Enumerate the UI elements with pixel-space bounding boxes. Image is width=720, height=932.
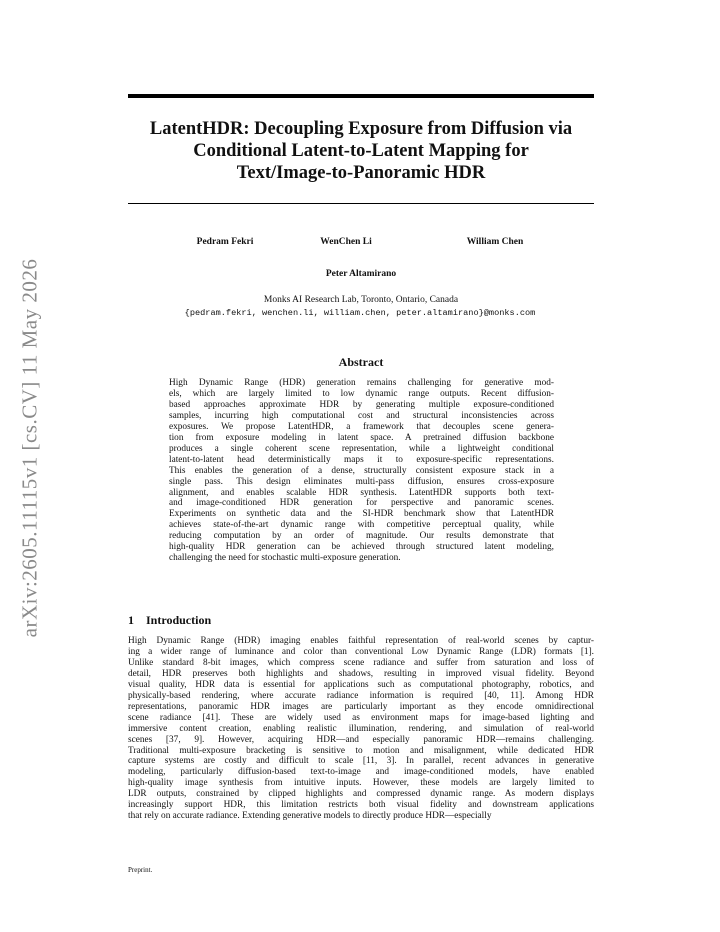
- abstract-line: single pass. This design eliminates multi-pass diffusion, ensures cross-exposure: [169, 476, 554, 487]
- abstract-line: based approaches approximate HDR by generating multiple exposure-conditioned: [169, 399, 554, 410]
- author-name: William Chen: [466, 237, 524, 247]
- author-emails: {pedram.fekri, wenchen.li, william.chen, peter.altamirano}@monks.com: [184, 308, 536, 318]
- author-name: Pedram Fekri: [196, 237, 254, 247]
- author-name: Peter Altamirano: [325, 269, 397, 279]
- abstract-line: This enables the generation of a dense, structurally consistent exposure stack in a: [169, 465, 554, 476]
- body-line: that rely on accurate radiance. Extending generative models to directly produce HDR—especially: [128, 811, 492, 822]
- body-line: High Dynamic Range (HDR) imaging enables faithful representation of real-world scenes by captur-: [128, 636, 594, 646]
- footer-note: Preprint.: [128, 866, 153, 874]
- section-title: Introduction: [146, 613, 212, 627]
- body-line: increasingly support HDR, this limitation restricts both visual fidelity and downstream applications: [128, 800, 594, 811]
- title-top-rule: [128, 94, 594, 98]
- abstract-line: exposures. We propose LatentHDR, a framework that decouples scene genera-: [169, 421, 554, 432]
- affiliation: Monks AI Research Lab, Toronto, Ontario, Canada: [263, 295, 459, 305]
- body-line: modeling, particularly diffusion-based text-to-image and image-conditioned models, have enabled: [128, 767, 594, 778]
- abstract-line: els, which are largely limited to low dynamic range outputs. Recent diffusion-: [169, 388, 554, 399]
- body-line: scene radiance [41]. These are widely used as environment maps for image-based lighting and: [128, 712, 594, 723]
- abstract-line: tion from exposure modeling in latent space. A pretrained diffusion backbone: [169, 432, 554, 443]
- abstract-line: High Dynamic Range (HDR) generation remains challenging for generative mod-: [169, 378, 554, 388]
- abstract-line: achieves state-of-the-art dynamic range with competitive perceptual quality, while: [169, 520, 554, 531]
- author-list: [128, 237, 594, 251]
- body-line: detail, HDR preserves both highlights and shadows, resulting in improved visual fidelity. Beyond: [128, 668, 594, 679]
- paper-title: [128, 118, 594, 184]
- arxiv-identifier: arXiv:2605.11115v1 [cs.CV] 11 May 2026: [17, 258, 42, 638]
- title-line: Text/Image-to-Panoramic HDR: [236, 163, 486, 183]
- body-line: Unlike standard 8-bit images, which compress scene radiance and suffer from saturation and loss of: [128, 657, 594, 668]
- body-line: Traditional multi-exposure bracketing is sensitive to motion and misalignment, while dedicated HDR: [128, 745, 594, 756]
- body-line: scenes [37, 9]. However, acquiring HDR—and especially panoramic HDR—remains challenging.: [128, 734, 594, 745]
- abstract-line: high-quality HDR generation can be achieved through structured latent modeling,: [169, 542, 554, 553]
- abstract-line: challenging the need for stochastic multi-exposure generation.: [169, 553, 401, 564]
- body-line: immersive content creation, enabling realistic illumination, rendering, and simulation of real-world: [128, 723, 594, 734]
- body-line: capture systems are costly and difficult to scale [11, 3]. In parallel, recent advances in generative: [128, 756, 594, 767]
- abstract-line: Experiments on synthetic data and the SI-HDR benchmark show that LatentHDR: [169, 509, 554, 520]
- abstract-line: alignment, and enables scalable HDR synthesis. LatentHDR supports both text-: [169, 487, 554, 498]
- author-name: WenChen Li: [320, 237, 372, 247]
- abstract-line: reducing computation by an order of magnitude. Our results demonstrate that: [169, 531, 554, 542]
- title-line: Conditional Latent-to-Latent Mapping for: [193, 141, 529, 161]
- abstract-text: [169, 378, 554, 564]
- abstract-line: samples, incurring high computational cost and structural inconsistencies across: [169, 410, 554, 421]
- title-line: LatentHDR: Decoupling Exposure from Diffusion via: [149, 119, 573, 139]
- introduction-text: [128, 636, 594, 822]
- body-line: physically-based rendering, where accurate radiance information is required [40, 11]. Among HDR: [128, 690, 594, 701]
- body-line: LDR outputs, constrained by clipped highlights and compressed dynamic range. As modern displays: [128, 789, 594, 800]
- section-heading-introduction: [128, 613, 594, 628]
- abstract-line: and image-conditioned HDR generation for perspective and panoramic scenes.: [169, 498, 554, 509]
- body-line: visual quality, HDR data is essential for applications such as computational photography, robotics, and: [128, 679, 594, 690]
- section-number: 1: [128, 613, 134, 627]
- abstract-line: latent-to-latent head deterministically maps it to exposure-specific representations.: [169, 454, 554, 465]
- title-bottom-rule: [128, 203, 594, 204]
- body-line: ing a wider range of luminance and color than conventional Low Dynamic Range (LDR) formats [1].: [128, 646, 594, 657]
- abstract-line: produces a single coherent scene representation, while a lightweight conditional: [169, 443, 554, 454]
- abstract-heading: Abstract: [338, 355, 384, 369]
- body-line: high-quality image synthesis from intuitive inputs. However, these models are largely limited to: [128, 778, 594, 789]
- body-line: representations, panoramic HDR images are particularly important as they encode omnidirectional: [128, 701, 594, 712]
